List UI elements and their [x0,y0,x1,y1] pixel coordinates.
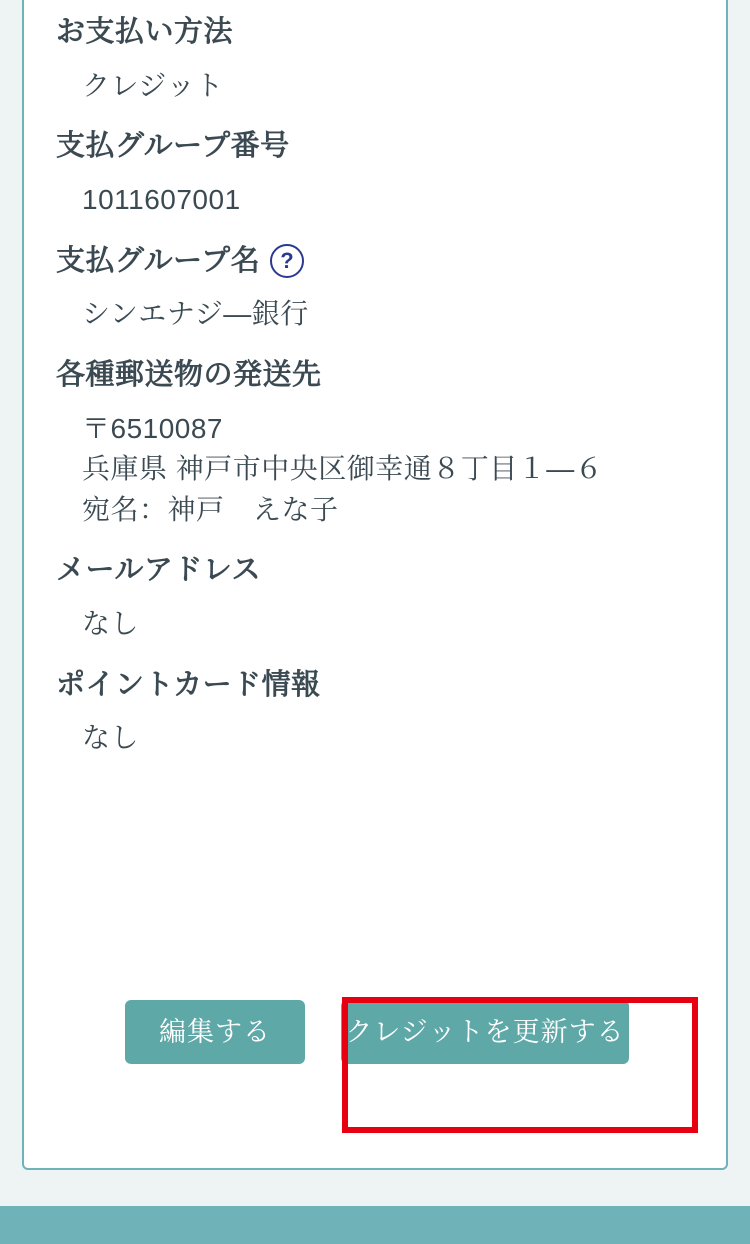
value-line: 宛名：神戸 えな子 [82,493,339,525]
field-label [56,243,694,281]
field-label-text: お支払い方法 [56,16,234,48]
value-line: なし [82,722,140,754]
account-details-card [22,0,728,1170]
field-payment-group-name [56,243,694,335]
card-content [24,0,726,759]
field-label-text: 各種郵送物の発送先 [56,358,322,391]
field-value [56,409,694,531]
value-line: 1011607001 [82,183,241,215]
field-value [56,604,694,645]
value-line: 〒6510087 [82,412,224,444]
value-line: クレジット [82,69,224,101]
action-buttons [24,1000,730,1064]
help-icon[interactable]: ? [270,244,304,278]
field-label [56,667,694,705]
field-payment-method [56,14,694,106]
field-email-address [56,552,694,644]
field-label [56,14,694,52]
field-mailing-address [56,357,694,530]
edit-button[interactable]: 編集する [125,1000,305,1064]
field-label [56,128,694,166]
field-label-text: 支払グループ名 [56,244,261,277]
field-value [56,718,694,759]
value-line: 兵庫県 神戸市中央区御幸通８丁目１―６ [82,453,604,485]
update-credit-button[interactable]: クレジットを更新する [341,1000,629,1064]
field-label [56,552,694,590]
field-point-card-info [56,667,694,759]
bottom-bar [0,1206,750,1244]
value-line: なし [82,608,140,639]
value-line: シンエナジ―銀行 [82,298,309,330]
field-value [56,180,694,221]
field-value [56,66,694,107]
field-value [56,294,694,335]
field-label-text: 支払グループ番号 [56,130,290,163]
field-label-text: ポイントカード情報 [56,668,321,701]
field-label-text: メールアドレス [56,554,262,587]
field-payment-group-number [56,128,694,220]
field-label [56,357,694,395]
